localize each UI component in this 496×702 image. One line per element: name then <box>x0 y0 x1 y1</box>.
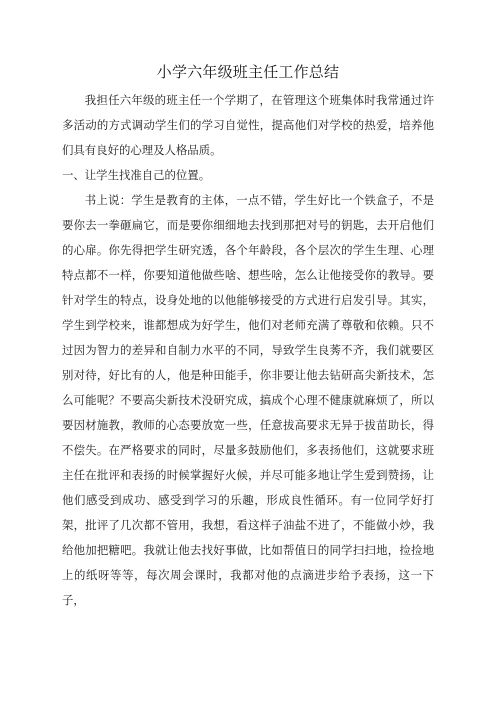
document-body <box>62 88 434 613</box>
body-paragraph: 书上说：学生是教育的主体，一点不错，学生好比一个铁盒子，不是要你去一拳砸扁它，而是要你细细地去找到那把对号的钥匙，去开启他们的心扉。你先得把学生研究透，各个年龄段，各个层次的学生生理、心理特点都不一样，你要知道他做些啥、想些啥，怎么让他接受你的教导。要针对学生的特点，设身处地的以他能够接受的方式进行启发引导。其实，学生到学校来，谁都想成为好学生，他们对老师充满了尊敬和依赖。只不过因为智力的差异和自制力水平的不同，导致学生良莠不齐，我们就要区别对待，好比有的人，他是种田能手，你非要让他去钻研高尖新技术，怎么可能呢？不要高尖新技术没研究成，搞成个心理不健康就麻烦了，所以要因材施教，教师的心态要放宽一些，任意拔高要求无异于拔苗助长，得不偿失。在严格要求的同时，尽量多鼓励他们，多表扬他们，这就要求班主任在批评和表扬的时候掌握好火候，并尽可能多地让学生爱到赞扬，让他们感受到成功、感受到学习的乐趣，形成良性循环。有一位同学好打架，批评了几次都不管用，我想，看这样子油盐不进了，不能做小炒，我给他加把糖吧。我就让他去找好事做，比如帮值日的同学扫扫地，捡捡地上的纸呀等等，每次周会课时，我都对他的点滴进步给予表扬，这一下子， <box>62 193 434 607</box>
document-title: 小学六年级班主任工作总结 <box>156 63 340 81</box>
section-heading: 一、让学生找准自己的位置。 <box>62 168 211 182</box>
intro-paragraph: 我担任六年级的班主任一个学期了，在管理这个班集体时我常通过许多活动的方式调动学生们的学习自觉性，提高他们对学校的热爱，培养他们具有良好的心理及人格品质。 <box>62 93 434 157</box>
